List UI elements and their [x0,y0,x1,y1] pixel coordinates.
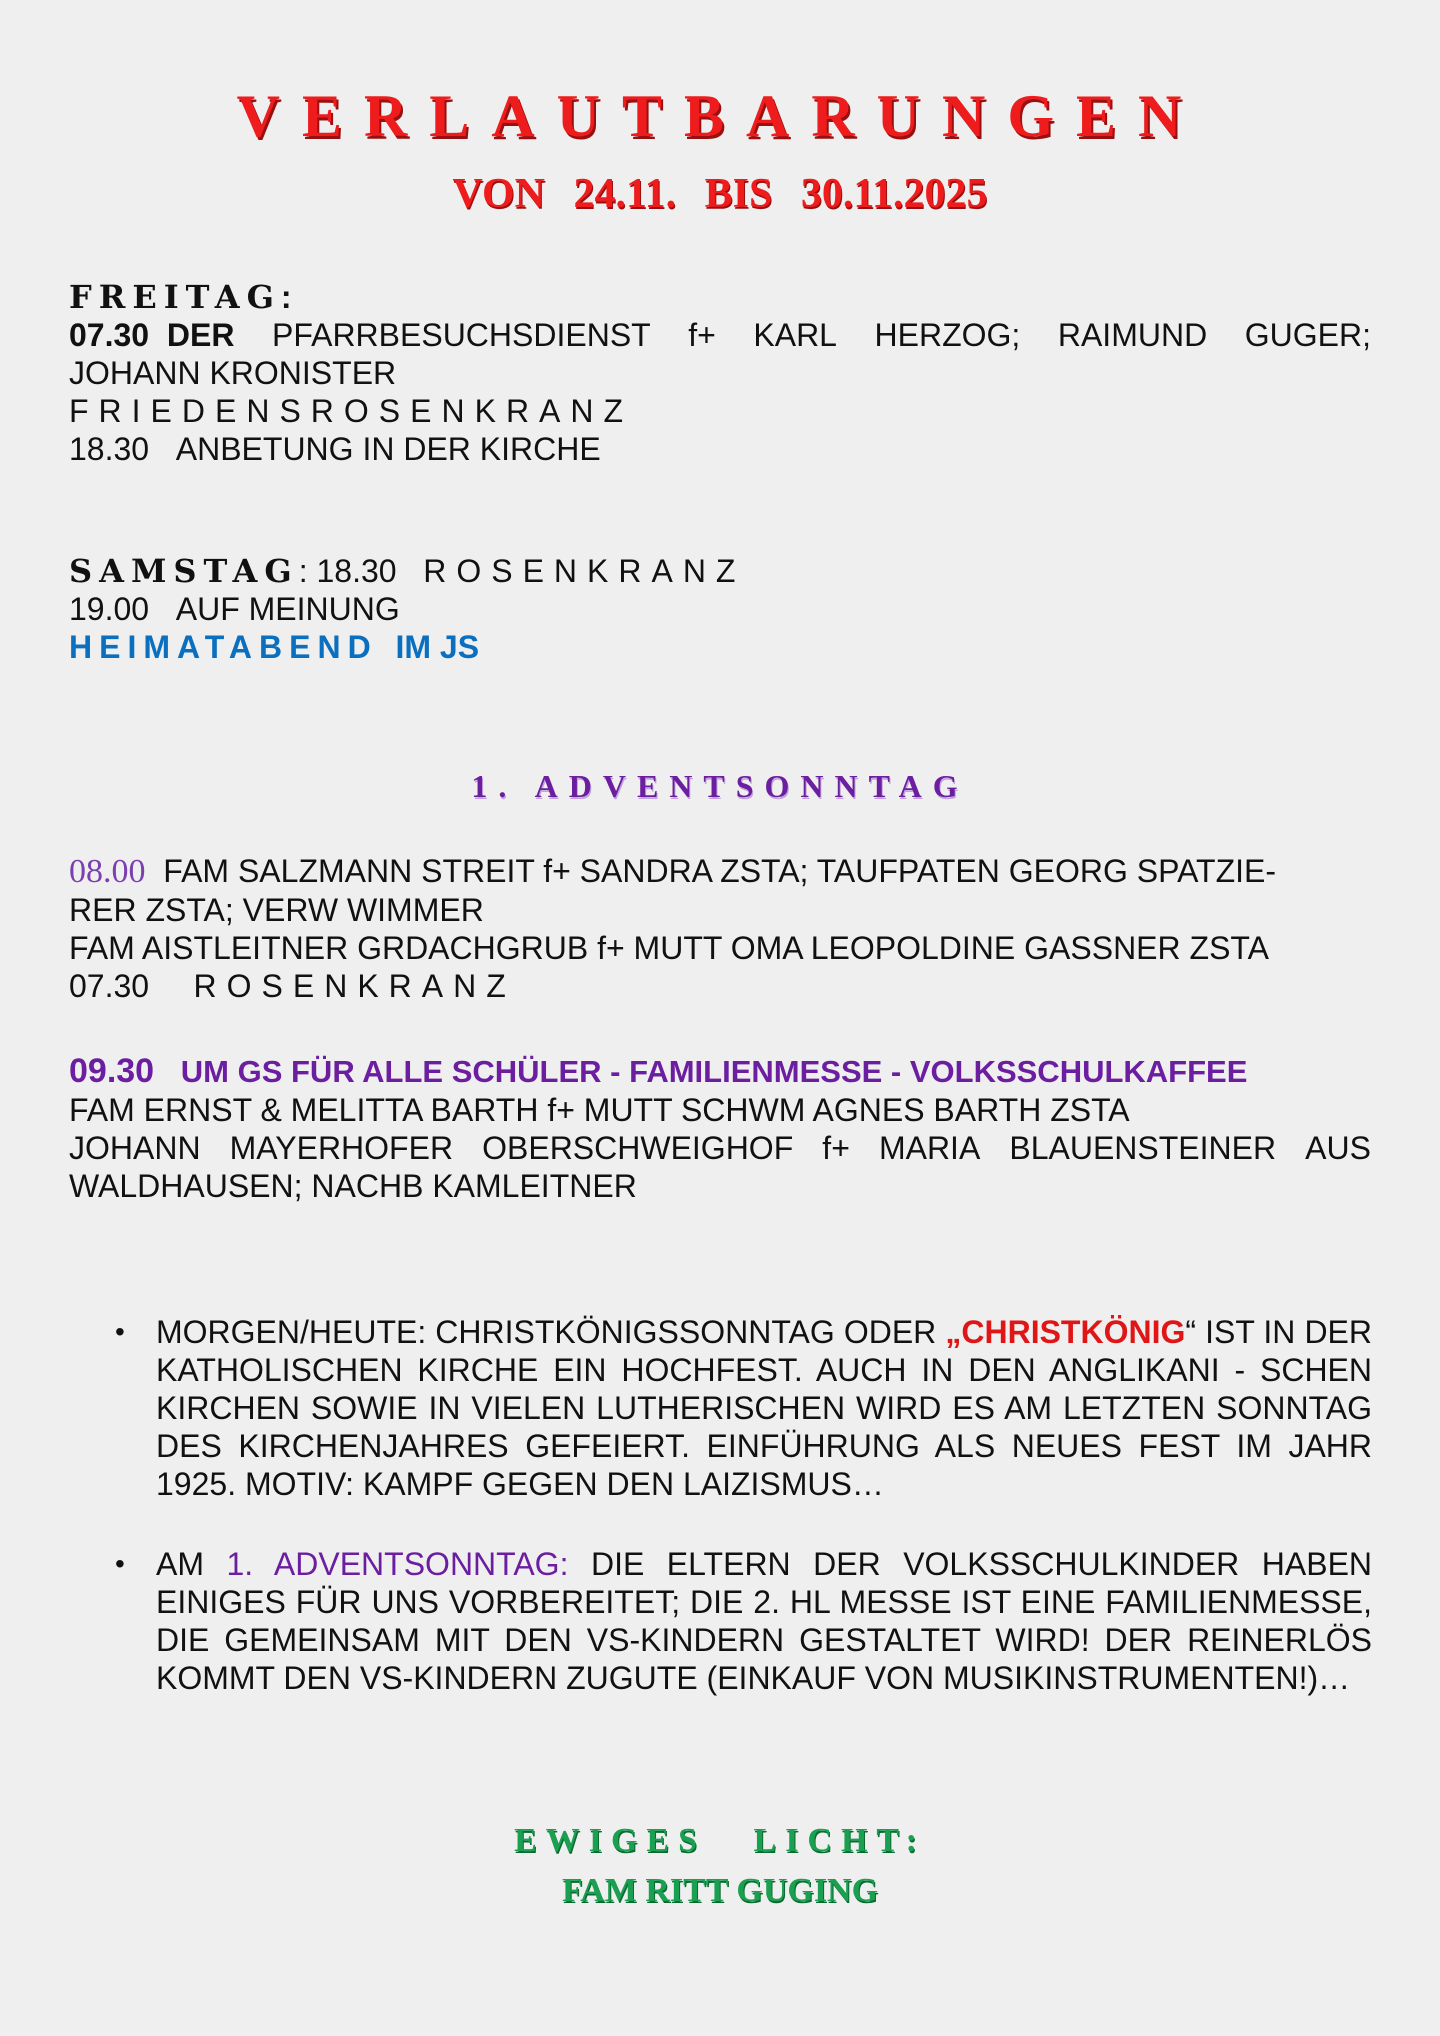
notes-list [110,1313,1372,1503]
mass-0930-word: OBERSCHWEIGHOF [482,1130,794,1166]
saturday-line-2 [69,590,1371,628]
friday-word: RAIMUND [1057,317,1208,353]
saturday-text-1: ROSENKRANZ [423,553,746,589]
saturday-section [69,552,1371,666]
friday-line-2: JOHANN KRONISTER [69,355,397,391]
mass-0930-line-2: FAM ERNST & MELITTA BARTH f+ MUTT SCHWM AGNES BARTH ZSTA [69,1092,1130,1128]
friday-text-2: ANBETUNG IN DER KIRCHE [175,431,601,467]
bullet-icon: • [115,1316,125,1347]
mass-0930-line-4: WALDHAUSEN; NACHB KAMLEITNER [69,1168,637,1204]
rosary-text: ROSENKRANZ [193,968,516,1004]
friday-time-2: 18.30 [69,431,150,467]
note-advent [110,1545,1372,1697]
rosary-line [69,967,1371,1005]
friday-time-1: 07.30 [69,317,150,353]
friday-der: DER [166,317,235,353]
eternal-light-heading: EWIGES LICHT: [514,1822,926,1859]
saturday-label: SAMSTAG [69,552,299,590]
saturday-text-2: AUF MEINUNG [175,591,400,627]
friday-line-3: FRIEDENSROSENKRANZ [69,393,634,429]
mass-0800-line-1 [69,852,1371,891]
friday-section [69,278,1371,468]
heimatabend-location: IM JS [395,629,480,665]
heimatabend-label: HEIMATABEND [69,629,378,665]
note-highlight: 1. ADVENTSONNTAG: [226,1546,569,1582]
note-christkoenig [110,1313,1372,1503]
mass-0930-time: 09.30 [69,1052,155,1090]
note-text: DIE ELTERN DER VOLKSSCHULKINDER HABEN EINIGES FÜR UNS VORBEREITET; DIE 2. HL MESSE IST EINE FAMILIENMESSE, DIE GEMEINSAM MIT DEN VS-KINDERN GESTALTET WIRD! DER REINERLÖS KOMMT DEN VS-KINDERN ZUGUTE (EINKAUF VON MUSIKINSTRUMENTEN!)… [156,1546,1373,1696]
mass-0800 [69,852,1371,1005]
friday-word: KARL [753,317,837,353]
saturday-time-1: 18.30 [316,553,397,589]
friday-colon: : [280,279,292,315]
saturday-time-2: 19.00 [69,591,150,627]
notes-list-2 [110,1545,1372,1697]
friday-word: GUGER; [1244,317,1371,353]
note-text: “ IST IN DER KATHOLISCHEN KIRCHE EIN HOCHFEST. AUCH IN DEN ANGLIKANI - SCHEN KIRCHEN SOWIE IN VIELEN LUTHERISCHEN WIRD ES AM LETZTEN SONNTAG DES KIRCHENJAHRES GEFEIERT. EINFÜHRUNG ALS NEUES FEST IM JAHR 1925. MOTIV: KAMPF GEGEN DEN LAIZISMUS… [156,1314,1373,1502]
mass-0930-word: JOHANN [69,1130,201,1166]
friday-line-4 [69,430,1371,468]
bullet-icon: • [115,1548,125,1579]
mass-0930 [69,1052,1371,1205]
saturday-line-1 [69,552,1371,590]
page-title: VERLAUTBARUNGEN [236,83,1204,149]
friday-word: HERZOG; [874,317,1021,353]
saturday-colon: : [298,553,308,589]
friday-word: PFARRBESUCHSDIENST [271,317,651,353]
date-range: VON 24.11. BIS 30.11.2025 [452,171,988,217]
note-text: MORGEN/HEUTE: CHRISTKÖNIGSSONNTAG ODER [156,1314,946,1350]
note-highlight: CHRISTKÖNIG [961,1314,1186,1350]
mass-0800-time: 08.00 [69,853,146,890]
mass-0930-word: f+ [822,1130,850,1166]
note-text: AM [156,1546,227,1582]
mass-0930-line-1 [69,1052,1371,1091]
mass-0930-word: MARIA [878,1130,981,1166]
friday-heading [69,278,1371,316]
friday-label: FREITAG [69,278,281,316]
rosary-time: 07.30 [69,968,150,1004]
friday-line-1 [69,316,1371,354]
friday-word: f+ [688,317,716,353]
advent-heading: 1. ADVENTSONNTAG [471,768,969,804]
mass-0930-headline: UM GS FÜR ALLE SCHÜLER - FAMILIENMESSE - VOLKSSCHULKAFFEE [180,1054,1248,1089]
mass-0930-word: MAYERHOFER [229,1130,454,1166]
mass-0800-line-2: RER ZSTA; VERW WIMMER [69,892,484,928]
mass-0930-word: BLAUENSTEINER [1009,1130,1277,1166]
mass-0930-line-3 [69,1129,1371,1167]
quote-mark: „ [945,1314,962,1350]
eternal-light-name: FAM RITT GUGING [561,1872,879,1909]
mass-0800-line-3: FAM AISTLEITNER GRDACHGRUB f+ MUTT OMA LEOPOLDINE GASSNER ZSTA [69,930,1269,966]
saturday-line-3 [69,628,1371,666]
mass-0800-text-1: FAM SALZMANN STREIT f+ SANDRA ZSTA; TAUFPATEN GEORG SPATZIE- [163,853,1277,889]
mass-0930-word: AUS [1305,1130,1371,1166]
